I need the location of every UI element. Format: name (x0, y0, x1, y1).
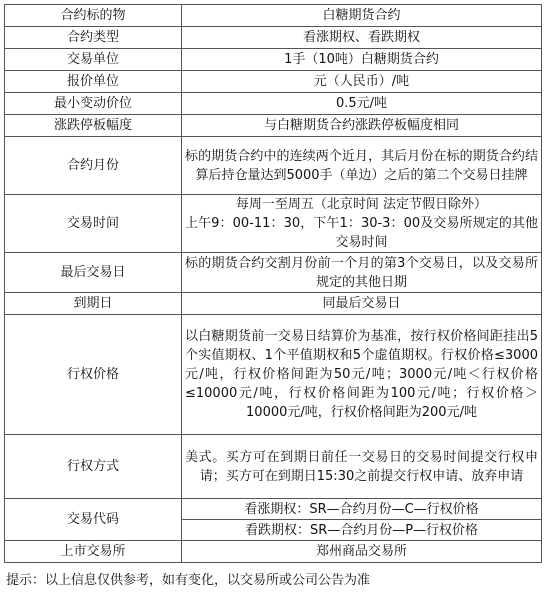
table-row (5, 137, 542, 195)
row-label: 涨跌停板幅度 (5, 115, 182, 137)
table-row (5, 315, 542, 435)
table-row (5, 195, 542, 253)
row-value: 以白糖期货前一交易日结算价为基准，按行权价格间距挂出5个实值期权、1个平值期权和5个虚值期权。行权价格≤3000元/吨，行权价格间距为50元/吨；3000元/吨＜行权价格≤10000元/吨，行权价格间距为100元/吨；行权价格＞10000元/吨，行权价格间距为200元/吨 (182, 315, 542, 435)
row-label: 最小变动价位 (5, 93, 182, 115)
table-row (5, 541, 542, 563)
row-label: 上市交易所 (5, 541, 182, 563)
table-row (5, 499, 542, 520)
contract-spec-table (4, 4, 542, 563)
row-value: 与白糖期货合约涨跌停板幅度相同 (182, 115, 542, 137)
row-value: 白糖期货合约 (182, 5, 542, 27)
trading-hours-line: 每周一至周五（北京时间 法定节假日除外） (235, 197, 488, 212)
row-label: 合约类型 (5, 27, 182, 49)
row-value: 标的期货合约交割月份前一个月的第3个交易日，以及交易所规定的其他日期 (182, 253, 542, 293)
table-row (5, 27, 542, 49)
row-label: 交易单位 (5, 49, 182, 71)
row-value: 同最后交易日 (182, 293, 542, 315)
row-value: 1手（10吨）白糖期货合约 (182, 49, 542, 71)
table-row (5, 71, 542, 93)
row-value: 看涨期权、看跌期权 (182, 27, 542, 49)
table-row (5, 93, 542, 115)
table-row (5, 115, 542, 137)
table-row (5, 293, 542, 315)
row-label: 交易时间 (5, 195, 182, 253)
row-value: 美式。买方可在到期日前任一交易日的交易时间提交行权申请；买方可在到期日15:30之前提交行权申请、放弃申请 (182, 435, 542, 499)
footnote: 提示：以上信息仅供参考，如有变化，以交易所或公司公告为准 (6, 573, 371, 588)
row-label: 最后交易日 (5, 253, 182, 293)
table-row (5, 5, 542, 27)
row-label: 行权价格 (5, 315, 182, 435)
row-value (182, 195, 542, 253)
row-value: 元（人民币）/吨 (182, 71, 542, 93)
table-row (5, 49, 542, 71)
row-value: 看涨期权：SR—合约月份—C—行权价格 (182, 499, 542, 520)
row-value: 0.5元/吨 (182, 93, 542, 115)
trading-hours-line: 上午9：00-11：30，下午1：30-3：00及交易所规定的其他交易时间 (185, 216, 538, 250)
row-label: 行权方式 (5, 435, 182, 499)
row-label: 到期日 (5, 293, 182, 315)
row-label: 合约标的物 (5, 5, 182, 27)
row-label: 合约月份 (5, 137, 182, 195)
row-label: 交易代码 (5, 499, 182, 541)
row-label: 报价单位 (5, 71, 182, 93)
table-row (5, 435, 542, 499)
row-value: 标的期货合约中的连续两个近月，其后月份在标的期货合约结算后持仓量达到5000手（单边）之后的第二个交易日挂牌 (182, 137, 542, 195)
table-row (5, 253, 542, 293)
row-value: 郑州商品交易所 (182, 541, 542, 563)
row-value: 看跌期权：SR—合约月份—P—行权价格 (182, 520, 542, 541)
